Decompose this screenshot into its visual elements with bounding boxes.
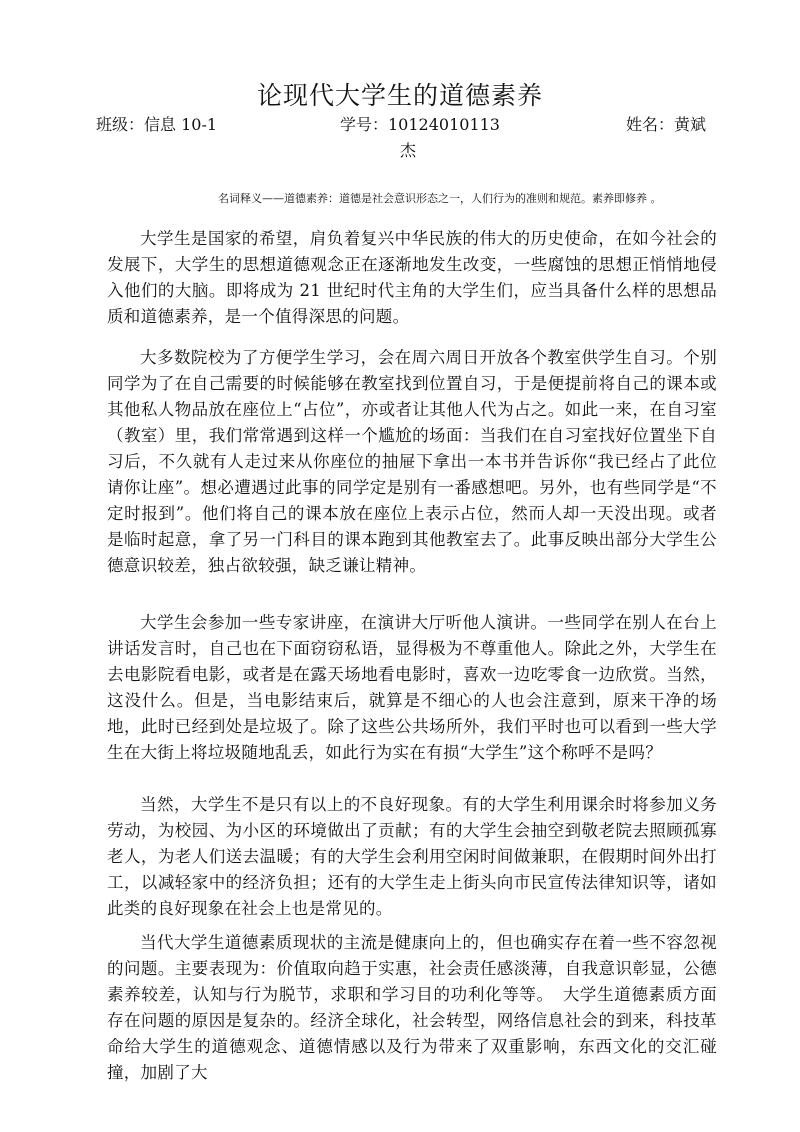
paragraph-1 xyxy=(107,226,717,330)
paragraph-text: 大学生会参加一些专家讲座，在演讲大厅听他人演讲。一些同学在别人在台上讲话发言时，自己也在下面窃窃私语，显得极为不尊重他人。除此之外，大学生在去电影院看电影，或者是在露天场地看电影时，喜欢一边吃零食一边欣赏。当然，这没什么。但是，当电影结束后，就算是不细心的人也会注意到，原来干净的场地，此时已经到处是垃圾了。除了这些公共场所外，我们平时也可以看到一些大学生在大街上将垃圾随地乱丢，如此行为实在有损“大学生”这个称呼不是吗？ xyxy=(107,613,717,762)
paragraph-text: 大学生是国家的希望，肩负着复兴中华民族的伟大的历史使命，在如今社会的发展下，大学生的思想道德观念正在逐渐地发生改变，一些腐蚀的思想正悄悄地侵入他们的大脑。即将成为 21 世纪时代主角的大学生们，应当具备什么样的思想品质和道德素养，是一个值得深思的问题。 xyxy=(107,229,717,326)
class-label: 班级：信息 10-1 xyxy=(96,115,218,134)
definition-note: 名词释义——道德素养：道德是社会意识形态之一，人们行为的准则和规范。素养即修养 。 xyxy=(218,192,662,205)
name-continued: 杰 xyxy=(400,141,417,160)
paragraph-2 xyxy=(107,345,717,579)
paragraph-text: 大多数院校为了方便学生学习，会在周六周日开放各个教室供学生自习。个别同学为了在自己需要的时候能够在教室找到位置自习，于是便提前将自己的课本或其他私人物品放在座位上“占位”，亦或者让其他人代为占之。如此一来，在自习室（教室）里，我们常常遇到这样一个尴尬的场面：当我们在自习室找好位置坐下自习后，不久就有人走过来从你座位的抽屉下拿出一本书并告诉你“我已经占了此位请你让座”。想必遭遇过此事的同学定是别有一番感想吧。另外，也有些同学是“不定时报到”。他们将自己的课本放在座位上表示占位，然而人却一天没出现。或者是临时起意，拿了另一门科目的课本跑到其他教室去了。此事反映出部分大学生公德意识较差，独占欲较强，缺乏谦让精神。 xyxy=(107,348,717,575)
paragraph-4 xyxy=(107,792,717,922)
paragraph-3 xyxy=(107,610,717,766)
document-title: 论现代大学生的道德素养 xyxy=(256,81,543,110)
paragraph-text: 当代大学生道德素质现状的主流是健康向上的，但也确实存在着一些不容忽视的问题。主要表现为：价值取向趋于实惠，社会责任感淡薄，自我意识彰显，公德素养较差，认知与行为脱节，求职和学习目的功利化等等。 大学生道德素质方面存在问题的原因是复杂的。经济全球化，社会转型，网络信息社会的到来，科技革命给大学生的道德观念、道德情感以及行为带来了双重影响，东西文化的交汇碰撞，加剧了大 xyxy=(107,933,717,1082)
paragraph-5 xyxy=(107,930,717,1086)
name-label: 姓名：黄斌 xyxy=(626,115,707,134)
paragraph-text: 当然，大学生不是只有以上的不良好现象。有的大学生利用课余时将参加义务劳动，为校园、为小区的环境做出了贡献；有的大学生会抽空到敬老院去照顾孤寡老人，为老人们送去温暖；有的大学生会利用空闲时间做兼职，在假期时间外出打工，以减轻家中的经济负担；还有的大学生走上街头向市民宣传法律知识等，诸如此类的良好现象在社会上也是常见的。 xyxy=(107,795,717,918)
student-info xyxy=(0,112,800,160)
student-id-label: 学号：10124010113 xyxy=(340,115,500,134)
